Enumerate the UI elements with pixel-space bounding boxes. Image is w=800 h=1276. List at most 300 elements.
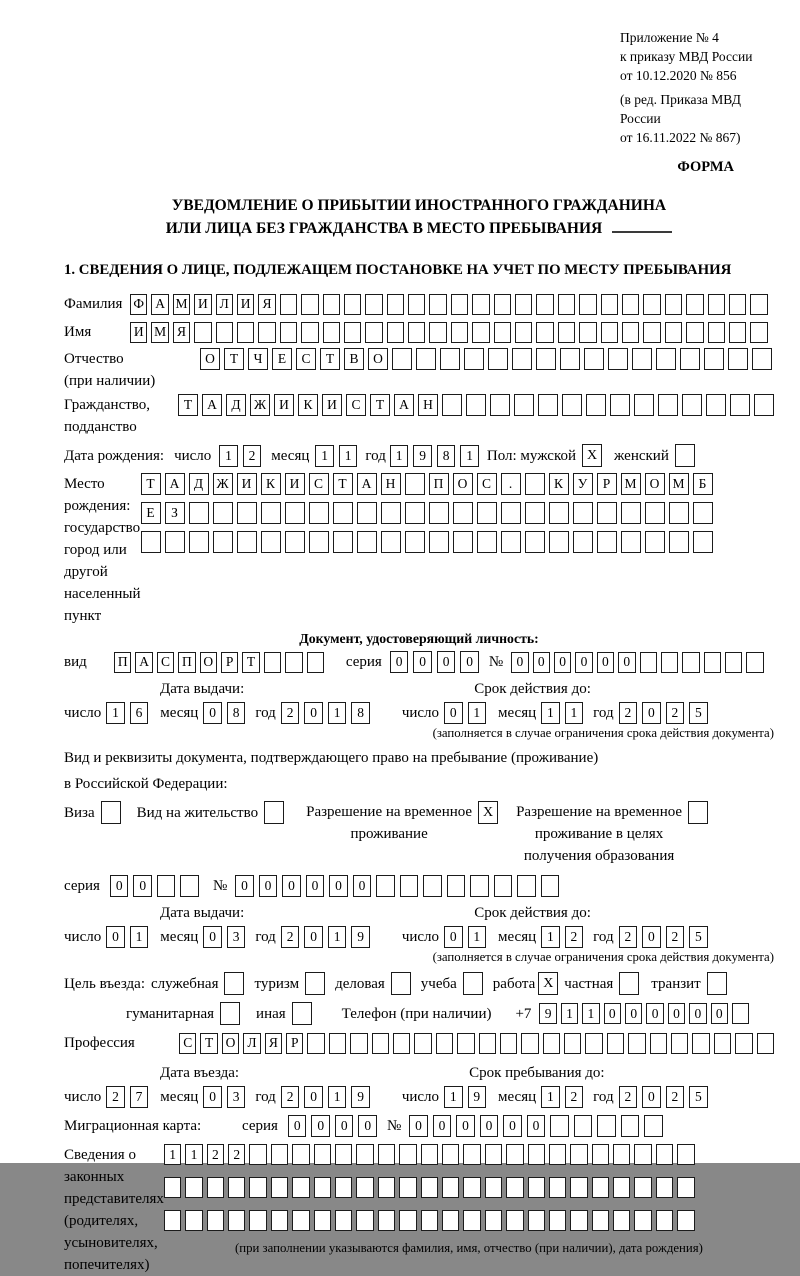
char-cell[interactable] <box>237 502 257 524</box>
char-cell[interactable] <box>658 394 678 416</box>
char-cell[interactable]: Н <box>381 473 401 495</box>
char-cell[interactable] <box>194 322 211 343</box>
char-cell[interactable] <box>597 1115 616 1137</box>
char-cell[interactable] <box>421 1177 438 1198</box>
char-cell[interactable]: Б <box>693 473 713 495</box>
char-cell[interactable] <box>301 322 318 343</box>
char-cell[interactable] <box>463 1210 480 1231</box>
char-cell[interactable] <box>271 1177 288 1198</box>
char-cell[interactable] <box>285 531 305 553</box>
char-cell[interactable]: И <box>130 322 147 343</box>
char-cell[interactable] <box>333 531 353 553</box>
char-cell[interactable] <box>463 1144 480 1165</box>
char-cell[interactable] <box>560 348 580 370</box>
char-cell[interactable] <box>521 1033 538 1054</box>
char-cell[interactable] <box>216 322 233 343</box>
char-cell[interactable]: 7 <box>130 1086 149 1108</box>
char-cell[interactable] <box>643 322 660 343</box>
firstname-input[interactable] <box>130 322 768 343</box>
char-cell[interactable]: 0 <box>259 875 278 897</box>
stay-series-input[interactable] <box>110 875 199 897</box>
char-cell[interactable] <box>271 1210 288 1231</box>
char-cell[interactable] <box>682 652 699 673</box>
char-cell[interactable] <box>494 322 511 343</box>
char-cell[interactable]: 1 <box>106 702 125 724</box>
char-cell[interactable]: 0 <box>282 875 301 897</box>
char-cell[interactable] <box>708 294 725 315</box>
char-cell[interactable] <box>677 1210 694 1231</box>
char-cell[interactable] <box>488 348 508 370</box>
surname-input[interactable] <box>130 294 768 315</box>
char-cell[interactable] <box>457 1033 474 1054</box>
char-cell[interactable] <box>650 1033 667 1054</box>
char-cell[interactable]: 0 <box>133 875 152 897</box>
citizenship-input[interactable] <box>178 394 774 416</box>
char-cell[interactable] <box>442 1177 459 1198</box>
char-cell[interactable] <box>237 322 254 343</box>
char-cell[interactable] <box>164 1177 181 1198</box>
char-cell[interactable] <box>656 1177 673 1198</box>
stay-valid-day-input[interactable] <box>444 926 486 948</box>
char-cell[interactable]: Р <box>597 473 617 495</box>
char-cell[interactable] <box>675 444 695 467</box>
char-cell[interactable] <box>528 1177 545 1198</box>
char-cell[interactable]: 0 <box>642 702 661 724</box>
char-cell[interactable]: Т <box>242 652 259 673</box>
char-cell[interactable] <box>280 322 297 343</box>
char-cell[interactable] <box>447 875 466 897</box>
char-cell[interactable] <box>708 322 725 343</box>
char-cell[interactable]: Я <box>173 322 190 343</box>
char-cell[interactable]: У <box>573 473 593 495</box>
char-cell[interactable] <box>550 1115 569 1137</box>
char-cell[interactable] <box>621 531 641 553</box>
char-cell[interactable] <box>528 1144 545 1165</box>
char-cell[interactable] <box>579 322 596 343</box>
char-cell[interactable]: А <box>357 473 377 495</box>
char-cell[interactable] <box>479 1033 496 1054</box>
char-cell[interactable] <box>613 1210 630 1231</box>
char-cell[interactable]: И <box>237 294 254 315</box>
char-cell[interactable] <box>619 972 639 995</box>
char-cell[interactable]: X <box>582 444 602 467</box>
char-cell[interactable]: Т <box>200 1033 217 1054</box>
char-cell[interactable]: 2 <box>619 702 638 724</box>
char-cell[interactable] <box>405 473 425 495</box>
char-cell[interactable] <box>356 1144 373 1165</box>
char-cell[interactable] <box>213 531 233 553</box>
char-cell[interactable]: С <box>179 1033 196 1054</box>
valid-day-input[interactable] <box>444 702 486 724</box>
char-cell[interactable]: 1 <box>339 445 358 467</box>
char-cell[interactable] <box>101 801 121 824</box>
char-cell[interactable] <box>357 531 377 553</box>
char-cell[interactable]: А <box>394 394 414 416</box>
char-cell[interactable] <box>141 531 161 553</box>
char-cell[interactable] <box>640 652 657 673</box>
stay-number-input[interactable] <box>235 875 559 897</box>
char-cell[interactable] <box>408 294 425 315</box>
char-cell[interactable] <box>399 1144 416 1165</box>
char-cell[interactable]: 1 <box>164 1144 181 1165</box>
char-cell[interactable]: Ф <box>130 294 147 315</box>
char-cell[interactable] <box>436 1033 453 1054</box>
char-cell[interactable] <box>344 294 361 315</box>
char-cell[interactable] <box>405 531 425 553</box>
char-cell[interactable]: 1 <box>185 1144 202 1165</box>
char-cell[interactable] <box>704 652 721 673</box>
char-cell[interactable]: Д <box>226 394 246 416</box>
char-cell[interactable]: Р <box>286 1033 303 1054</box>
char-cell[interactable]: 0 <box>353 875 372 897</box>
char-cell[interactable] <box>725 652 742 673</box>
char-cell[interactable]: Е <box>272 348 292 370</box>
char-cell[interactable] <box>314 1210 331 1231</box>
char-cell[interactable]: 0 <box>235 875 254 897</box>
char-cell[interactable] <box>570 1210 587 1231</box>
stay-issue-month-input[interactable] <box>203 926 245 948</box>
char-cell[interactable] <box>472 294 489 315</box>
char-cell[interactable] <box>514 394 534 416</box>
char-cell[interactable] <box>399 1210 416 1231</box>
char-cell[interactable]: О <box>200 652 217 673</box>
char-cell[interactable] <box>365 322 382 343</box>
char-cell[interactable] <box>350 1033 367 1054</box>
char-cell[interactable] <box>665 322 682 343</box>
valid-month-input[interactable] <box>541 702 583 724</box>
char-cell[interactable] <box>671 1033 688 1054</box>
until-day-input[interactable] <box>444 1086 486 1108</box>
birth-year-input[interactable] <box>390 445 479 467</box>
char-cell[interactable] <box>372 1033 389 1054</box>
char-cell[interactable] <box>536 294 553 315</box>
char-cell[interactable]: 1 <box>219 445 238 467</box>
char-cell[interactable]: С <box>477 473 497 495</box>
char-cell[interactable] <box>735 1033 752 1054</box>
char-cell[interactable]: 2 <box>619 1086 638 1108</box>
char-cell[interactable]: О <box>645 473 665 495</box>
char-cell[interactable]: 2 <box>207 1144 224 1165</box>
char-cell[interactable] <box>335 1210 352 1231</box>
char-cell[interactable]: И <box>274 394 294 416</box>
char-cell[interactable]: 9 <box>413 445 432 467</box>
char-cell[interactable] <box>485 1177 502 1198</box>
char-cell[interactable] <box>408 322 425 343</box>
char-cell[interactable] <box>451 294 468 315</box>
issue-year-input[interactable] <box>281 702 370 724</box>
char-cell[interactable] <box>585 1033 602 1054</box>
char-cell[interactable]: 9 <box>539 1003 556 1024</box>
char-cell[interactable] <box>613 1144 630 1165</box>
char-cell[interactable] <box>754 394 774 416</box>
char-cell[interactable]: 0 <box>306 875 325 897</box>
char-cell[interactable]: 1 <box>390 445 409 467</box>
char-cell[interactable]: В <box>344 348 364 370</box>
female-checkbox[interactable] <box>675 444 695 467</box>
char-cell[interactable] <box>584 348 604 370</box>
char-cell[interactable] <box>549 1144 566 1165</box>
doc-series-input[interactable] <box>390 651 479 673</box>
char-cell[interactable]: 2 <box>106 1086 125 1108</box>
char-cell[interactable]: . <box>501 473 521 495</box>
char-cell[interactable]: 0 <box>311 1115 330 1137</box>
char-cell[interactable]: 2 <box>666 1086 685 1108</box>
char-cell[interactable]: Д <box>189 473 209 495</box>
purpose-study-checkbox[interactable] <box>463 972 483 995</box>
migration-series-input[interactable] <box>288 1115 377 1137</box>
char-cell[interactable] <box>706 394 726 416</box>
char-cell[interactable] <box>463 972 483 995</box>
char-cell[interactable]: А <box>135 652 152 673</box>
char-cell[interactable]: З <box>165 502 185 524</box>
char-cell[interactable] <box>323 294 340 315</box>
char-cell[interactable] <box>536 348 556 370</box>
doc-number-input[interactable] <box>511 652 764 673</box>
char-cell[interactable] <box>335 1177 352 1198</box>
char-cell[interactable] <box>213 502 233 524</box>
char-cell[interactable] <box>538 394 558 416</box>
char-cell[interactable]: 1 <box>328 926 347 948</box>
char-cell[interactable] <box>558 294 575 315</box>
char-cell[interactable]: 5 <box>689 926 708 948</box>
char-cell[interactable]: 0 <box>711 1003 728 1024</box>
char-cell[interactable]: 0 <box>358 1115 377 1137</box>
char-cell[interactable] <box>549 1210 566 1231</box>
char-cell[interactable]: 0 <box>480 1115 499 1137</box>
char-cell[interactable]: А <box>165 473 185 495</box>
char-cell[interactable] <box>237 531 257 553</box>
char-cell[interactable] <box>429 322 446 343</box>
char-cell[interactable] <box>621 1115 640 1137</box>
char-cell[interactable] <box>622 294 639 315</box>
char-cell[interactable]: 0 <box>304 926 323 948</box>
char-cell[interactable] <box>477 502 497 524</box>
char-cell[interactable] <box>634 1210 651 1231</box>
char-cell[interactable]: М <box>151 322 168 343</box>
char-cell[interactable]: Ж <box>250 394 270 416</box>
char-cell[interactable]: 1 <box>468 926 487 948</box>
char-cell[interactable] <box>517 875 536 897</box>
char-cell[interactable]: 1 <box>328 1086 347 1108</box>
char-cell[interactable] <box>750 294 767 315</box>
char-cell[interactable] <box>470 875 489 897</box>
char-cell[interactable] <box>292 1177 309 1198</box>
birth-place-line3-input[interactable] <box>141 531 713 553</box>
char-cell[interactable] <box>314 1144 331 1165</box>
char-cell[interactable] <box>501 502 521 524</box>
char-cell[interactable] <box>378 1144 395 1165</box>
char-cell[interactable]: К <box>261 473 281 495</box>
char-cell[interactable] <box>680 348 700 370</box>
char-cell[interactable]: К <box>549 473 569 495</box>
char-cell[interactable] <box>392 348 412 370</box>
char-cell[interactable]: И <box>237 473 257 495</box>
char-cell[interactable] <box>414 1033 431 1054</box>
char-cell[interactable] <box>693 531 713 553</box>
char-cell[interactable] <box>757 1033 774 1054</box>
char-cell[interactable] <box>574 1115 593 1137</box>
char-cell[interactable] <box>157 875 176 897</box>
purpose-official-checkbox[interactable] <box>224 972 244 995</box>
char-cell[interactable] <box>729 294 746 315</box>
char-cell[interactable] <box>228 1210 245 1231</box>
char-cell[interactable] <box>628 1033 645 1054</box>
char-cell[interactable]: Т <box>320 348 340 370</box>
char-cell[interactable] <box>669 531 689 553</box>
stay-valid-month-input[interactable] <box>541 926 583 948</box>
char-cell[interactable] <box>189 502 209 524</box>
char-cell[interactable] <box>501 531 521 553</box>
char-cell[interactable] <box>466 394 486 416</box>
char-cell[interactable]: А <box>202 394 222 416</box>
char-cell[interactable] <box>592 1210 609 1231</box>
char-cell[interactable]: 1 <box>565 702 584 724</box>
char-cell[interactable]: 9 <box>468 1086 487 1108</box>
char-cell[interactable]: 2 <box>565 1086 584 1108</box>
char-cell[interactable]: Р <box>221 652 238 673</box>
char-cell[interactable] <box>512 348 532 370</box>
char-cell[interactable] <box>549 1177 566 1198</box>
char-cell[interactable] <box>592 1144 609 1165</box>
char-cell[interactable] <box>423 875 442 897</box>
male-checkbox[interactable] <box>582 444 602 467</box>
char-cell[interactable]: 0 <box>433 1115 452 1137</box>
char-cell[interactable] <box>592 1177 609 1198</box>
char-cell[interactable] <box>264 801 284 824</box>
char-cell[interactable]: 0 <box>203 1086 222 1108</box>
char-cell[interactable] <box>634 1177 651 1198</box>
purpose-tourism-checkbox[interactable] <box>305 972 325 995</box>
char-cell[interactable] <box>285 652 302 673</box>
char-cell[interactable] <box>541 875 560 897</box>
char-cell[interactable] <box>271 1144 288 1165</box>
char-cell[interactable] <box>750 322 767 343</box>
char-cell[interactable]: 1 <box>582 1003 599 1024</box>
char-cell[interactable]: 2 <box>666 702 685 724</box>
char-cell[interactable]: 0 <box>618 652 635 673</box>
until-month-input[interactable] <box>541 1086 583 1108</box>
representatives-line2-input[interactable] <box>164 1177 695 1198</box>
char-cell[interactable]: 0 <box>413 651 432 673</box>
char-cell[interactable]: И <box>285 473 305 495</box>
char-cell[interactable] <box>485 1210 502 1231</box>
char-cell[interactable] <box>732 1003 749 1024</box>
valid-year-input[interactable] <box>619 702 708 724</box>
char-cell[interactable] <box>381 531 401 553</box>
char-cell[interactable] <box>228 1177 245 1198</box>
char-cell[interactable] <box>494 875 513 897</box>
char-cell[interactable]: К <box>298 394 318 416</box>
char-cell[interactable] <box>307 652 324 673</box>
char-cell[interactable]: 8 <box>351 702 370 724</box>
char-cell[interactable] <box>621 502 641 524</box>
char-cell[interactable]: Т <box>178 394 198 416</box>
char-cell[interactable]: Я <box>265 1033 282 1054</box>
char-cell[interactable] <box>643 294 660 315</box>
char-cell[interactable] <box>421 1144 438 1165</box>
char-cell[interactable] <box>261 502 281 524</box>
char-cell[interactable] <box>220 1002 240 1025</box>
char-cell[interactable]: 1 <box>444 1086 463 1108</box>
char-cell[interactable] <box>525 473 545 495</box>
char-cell[interactable]: 0 <box>503 1115 522 1137</box>
char-cell[interactable]: О <box>453 473 473 495</box>
purpose-business-checkbox[interactable] <box>391 972 411 995</box>
char-cell[interactable]: 0 <box>444 926 463 948</box>
char-cell[interactable] <box>307 1033 324 1054</box>
char-cell[interactable]: 9 <box>351 926 370 948</box>
char-cell[interactable] <box>356 1210 373 1231</box>
char-cell[interactable]: П <box>114 652 131 673</box>
char-cell[interactable] <box>693 502 713 524</box>
char-cell[interactable] <box>607 1033 624 1054</box>
birth-month-input[interactable] <box>315 445 357 467</box>
char-cell[interactable] <box>472 322 489 343</box>
char-cell[interactable] <box>645 502 665 524</box>
char-cell[interactable] <box>536 322 553 343</box>
char-cell[interactable] <box>549 502 569 524</box>
char-cell[interactable] <box>515 322 532 343</box>
migration-number-input[interactable] <box>409 1115 663 1137</box>
char-cell[interactable]: 0 <box>106 926 125 948</box>
issue-day-input[interactable] <box>106 702 148 724</box>
char-cell[interactable]: 1 <box>541 1086 560 1108</box>
char-cell[interactable] <box>261 531 281 553</box>
char-cell[interactable] <box>564 1033 581 1054</box>
char-cell[interactable] <box>746 652 763 673</box>
char-cell[interactable] <box>224 972 244 995</box>
char-cell[interactable] <box>451 322 468 343</box>
char-cell[interactable] <box>677 1177 694 1198</box>
char-cell[interactable]: И <box>194 294 211 315</box>
char-cell[interactable] <box>656 1210 673 1231</box>
char-cell[interactable] <box>579 294 596 315</box>
char-cell[interactable]: 0 <box>456 1115 475 1137</box>
char-cell[interactable]: 0 <box>642 1086 661 1108</box>
char-cell[interactable] <box>686 294 703 315</box>
char-cell[interactable] <box>378 1177 395 1198</box>
char-cell[interactable]: 0 <box>533 652 550 673</box>
char-cell[interactable] <box>728 348 748 370</box>
char-cell[interactable]: Е <box>141 502 161 524</box>
char-cell[interactable] <box>429 294 446 315</box>
char-cell[interactable]: 1 <box>541 702 560 724</box>
char-cell[interactable] <box>632 348 652 370</box>
char-cell[interactable] <box>665 294 682 315</box>
char-cell[interactable] <box>440 348 460 370</box>
char-cell[interactable] <box>597 531 617 553</box>
char-cell[interactable] <box>729 322 746 343</box>
char-cell[interactable] <box>393 1033 410 1054</box>
representatives-line3-input[interactable] <box>164 1210 695 1231</box>
char-cell[interactable]: 0 <box>437 651 456 673</box>
entry-month-input[interactable] <box>203 1086 245 1108</box>
temp-residence-checkbox[interactable] <box>478 801 498 824</box>
char-cell[interactable]: 0 <box>575 652 592 673</box>
entry-year-input[interactable] <box>281 1086 370 1108</box>
char-cell[interactable] <box>656 1144 673 1165</box>
char-cell[interactable] <box>280 294 297 315</box>
char-cell[interactable] <box>292 1210 309 1231</box>
char-cell[interactable]: Т <box>141 473 161 495</box>
char-cell[interactable]: 1 <box>130 926 149 948</box>
char-cell[interactable] <box>506 1144 523 1165</box>
char-cell[interactable]: 0 <box>646 1003 663 1024</box>
char-cell[interactable]: А <box>151 294 168 315</box>
char-cell[interactable] <box>704 348 724 370</box>
char-cell[interactable] <box>335 1144 352 1165</box>
char-cell[interactable] <box>490 394 510 416</box>
